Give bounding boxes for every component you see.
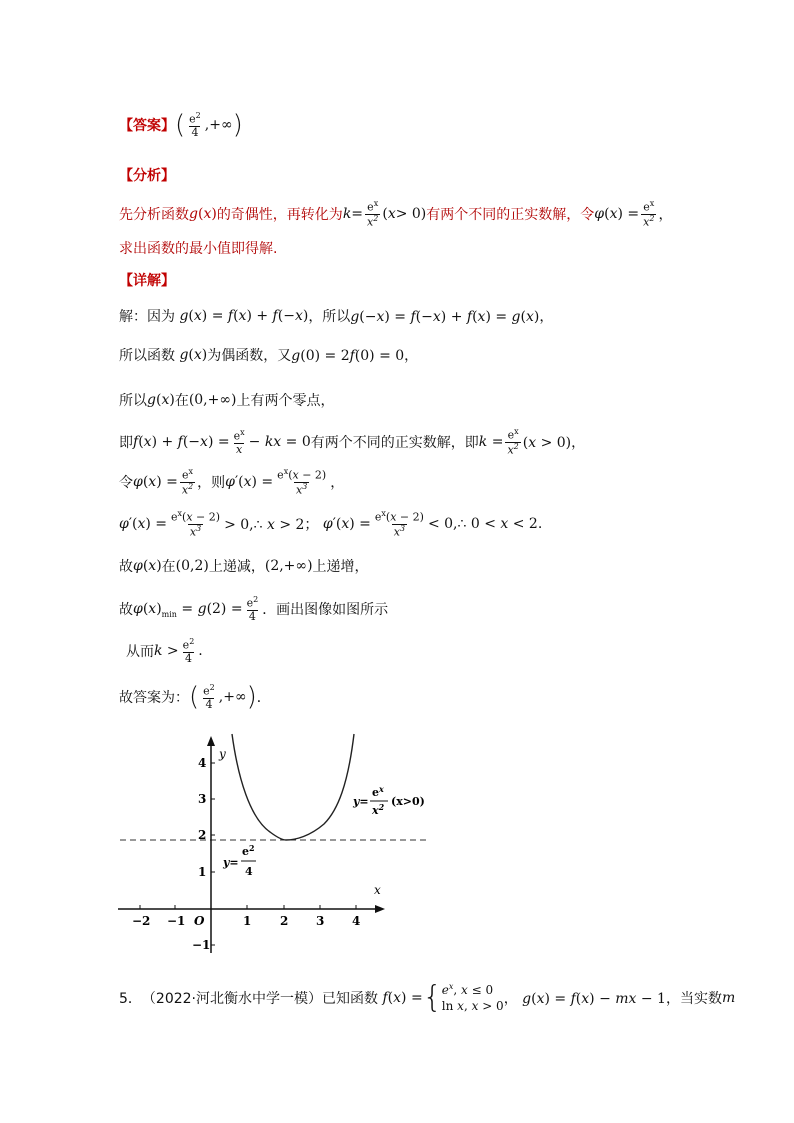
x-tick-neg1: −1 [167,914,186,928]
analysis-line-1: 先分析函数 g ( x ) 的奇偶性，再转化为 k = $\frac{e^x}{x^2}$ ( x > 0) 有两个不同的正实数解，令 φ ( x ) = $\frac{e^x}{x^2}$ ， [119,199,673,229]
x-axis-arrow [375,905,385,913]
detail-line-8: 故 $\varphi(x)_{min} = g(2)$ = $\frac{e^2}{4}$ ．画出图像如图所示 [119,595,389,623]
detail-line-7: 故 φ(x) 在 (0,2) 上递减， (2,+∞) 上递增， [119,558,369,575]
analysis-line-2: 求出函数的最小值即得解. [119,241,278,257]
detail-line-9: 从而 k > $\frac{e^2}{4}$ . [126,637,203,665]
problem-number: 5． [119,991,142,1008]
x-tick-1: 1 [243,914,252,928]
paren-left: ( [175,110,186,141]
curve-ex-over-x2 [232,734,354,840]
curve-label-suffix: (x>0) [391,795,425,808]
analysis-label: 【分析】 [119,168,175,184]
y-axis-label: y [219,747,226,761]
y-tick-2: 2 [198,828,207,842]
curve-label-num: $e^x$ [372,784,384,799]
x-tick-2: 2 [280,914,289,928]
x-axis-label: x [374,883,381,897]
problem-5-line: 5． （2022·河北衡水中学一模）已知函数 f(x) = { $e^x$, x ≤ 0 ln x, x > 0 ， g(x) = f(x) − mx − 1 ，当实数 m [119,980,736,1016]
function-graph [110,728,425,960]
problem-end: ，当实数 [665,991,722,1008]
line-label-den: 4 [245,865,253,878]
piecewise: { $e^x$, x ≤ 0 ln x, x > 0 [422,980,504,1016]
detail-line-4: 即 f(x) + f(−x) = $\frac{e^x}{x}$ − kx = 0 有两个不同的正实数解，即 k = $\frac{e^x}{x^2}$ (x > 0)， [119,427,586,457]
y-tick-3: 3 [198,792,207,806]
x-tick-3: 3 [316,914,325,928]
paren-right: ) [232,110,243,141]
detail-line-1: 解：因为 g(x) = f(x) + f(−x) ，所以 g(−x) = f(−x) + f(x) = g(x)， [119,308,554,325]
y-axis-arrow [207,736,215,746]
answer-label: 【答案】 [119,118,175,135]
analysis-heading [119,165,175,185]
origin-label: O [194,914,205,928]
y-tick-1: 1 [198,865,207,879]
detail-heading [119,270,175,290]
detail-line-5: 令 φ(x) = $\frac{e^x}{x^2}$ ，则 φ′(x) = $\frac{e^x(x - 2)}{x^3}$ ， [119,467,345,497]
detail-label: 【详解】 [119,273,175,289]
answer-line [119,112,243,139]
y-tick-neg1: −1 [192,938,211,952]
line-label-prefix: y= [223,856,239,869]
answer-fraction: $\frac{e^2}{4}$ [189,111,201,139]
detail-line-6: φ′(x) = $\frac{e^x(x - 2)}{x^3}$ > 0,∴ x > 2； φ′(x) = $\frac{e^x(x - 2)}{x^3}$ < 0,∴ 0 < x < 2. [119,509,543,539]
line-label-num: $e^2$ [242,843,255,858]
curve-label-den: $x^2$ [372,802,385,817]
curve-label-prefix: y= [353,795,369,808]
answer-infinity: ,+∞ [204,117,233,134]
y-tick-4: 4 [198,756,207,770]
x-tick-4: 4 [352,914,361,928]
detail-line-3: 所以 g(x) 在 (0,+∞) 上有两个零点， [119,392,335,409]
problem-source: （2022·河北衡水中学一模）已知函数 [141,991,379,1008]
detail-line-2: 所以函数 g(x) 为偶函数，又 g(0) = 2f(0) = 0， [119,347,419,364]
detail-line-10: 故答案为： ( $\frac{e^2}{4}$ ,+∞ ) ． [119,682,271,713]
x-tick-neg2: −2 [132,914,151,928]
